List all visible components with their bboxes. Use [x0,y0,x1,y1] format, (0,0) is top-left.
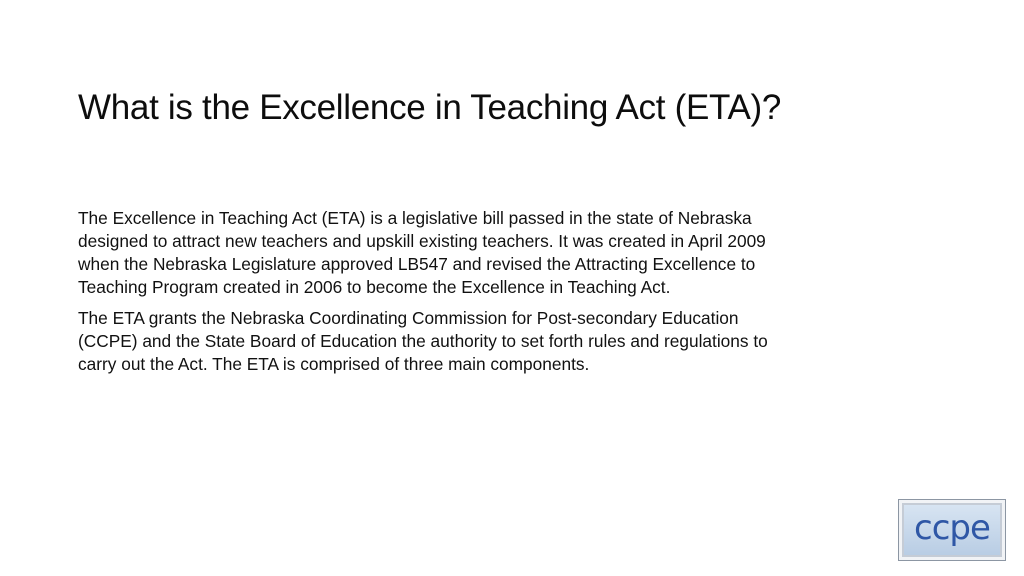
paragraph-line: carry out the Act. The ETA is comprised of three main components. [78,354,590,374]
paragraph-eta-authority [78,307,958,376]
paragraph-line: (CCPE) and the State Board of Education the authority to set forth rules and regulations to [78,331,768,351]
paragraph-line: when the Nebraska Legislature approved LB547 and revised the Attracting Excellence to [78,254,756,274]
slide-body [78,207,958,384]
ccpe-logo [898,499,1006,561]
paragraph-line: The ETA grants the Nebraska Coordinating Commission for Post-secondary Education [78,308,739,328]
ccpe-logo-badge [902,503,1002,557]
paragraph-line: designed to attract new teachers and upskill existing teachers. It was created in April 2009 [78,231,766,251]
slide-title: What is the Excellence in Teaching Act (ETA)? [78,88,782,127]
paragraph-eta-definition [78,207,958,299]
paragraph-line: Teaching Program created in 2006 to become the Excellence in Teaching Act. [78,277,671,297]
paragraph-line: The Excellence in Teaching Act (ETA) is a legislative bill passed in the state of Nebraska [78,208,752,228]
ccpe-logo-text: ccpe [914,508,990,548]
